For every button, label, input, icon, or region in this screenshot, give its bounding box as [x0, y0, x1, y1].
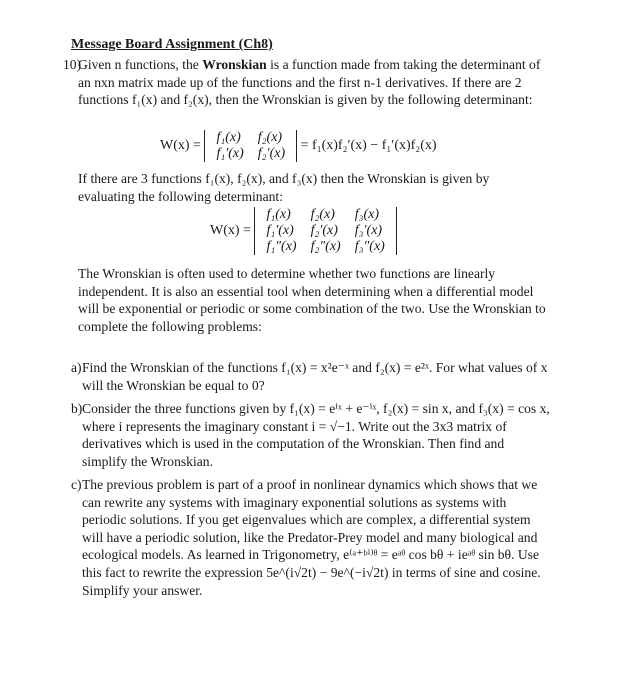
- part-a-text: Find the Wronskian of the functions f₁(x) = x²e⁻ˣ and f₂(x) = e²ˣ. For what values of x will the Wronskian be equal to 0?: [82, 360, 548, 393]
- matrix-cell: f₁′(x): [266, 223, 294, 238]
- part-c-label: c): [71, 477, 82, 492]
- formula2-lhs: W(x) =: [160, 138, 201, 154]
- three-function-wronskian-formula: [210, 207, 397, 255]
- question-number: 10): [63, 57, 82, 72]
- formula2-matrix: [204, 130, 297, 162]
- matrix-cell: f₂″(x): [310, 239, 341, 254]
- matrix-cell: f₃′(x): [354, 223, 383, 238]
- matrix-cell: f₂′(x): [257, 146, 286, 161]
- wronskian-usage-paragraph: The Wronskian is often used to determine whether two functions are linearly independent. It is also an essential tool when determining when a differential model will be exponential or periodic or some combination of the two. Use the Wronskian to complete the following problems:: [78, 266, 546, 334]
- part-b-label: b): [71, 401, 83, 416]
- matrix-cell: f₂(x): [310, 207, 335, 222]
- three-function-intro: If there are 3 functions f₁(x), f₂(x), and f₃(x) then the Wronskian is given by evaluating the following determinant:: [78, 171, 490, 204]
- matrix-cell: f₃″(x): [354, 239, 385, 254]
- intro-text-post: is a function made from taking the determinant of an nxn matrix made up of the functions and the first n-1 derivatives. If there are 2 functions f₁(x) and f₂(x), then the Wronskian is given by the following determinant:: [78, 57, 541, 108]
- assignment-title: Message Board Assignment (Ch8): [71, 37, 273, 52]
- matrix-cell: f₁′(x): [216, 146, 244, 161]
- matrix-cell: f₁(x): [216, 130, 241, 145]
- part-a-label: a): [71, 360, 82, 375]
- intro-text-pre: Given n functions, the: [78, 57, 203, 72]
- matrix-cell: f₁″(x): [266, 239, 297, 254]
- two-function-wronskian-formula: [160, 130, 437, 162]
- matrix-cell: f₂′(x): [310, 223, 338, 238]
- matrix-cell: f₁(x): [266, 207, 291, 222]
- part-c-text: The previous problem is part of a proof in nonlinear dynamics which shows that we can rewrite any systems with imaginary exponential solutions as systems with periodic solutions. If you get eigenvalues which are complex, a differential system will have a periodic solution, like the Predator-Prey model and many biological and ecological models. As learned in Trigonometry, e⁽ᵃ⁺ᵇⁱ⁾ᶿ = eᵃᶿ cos bθ + ieᵃᶿ sin bθ. Use this fact to rewrite the expression 5e^(i√2t) − 9e^(−i√2t) in terms of sine and cosine. Simplify your answer.: [82, 477, 541, 598]
- matrix-cell: f₂(x): [257, 130, 283, 145]
- matrix-cell: f₃(x): [354, 207, 380, 222]
- wronskian-term: Wronskian: [202, 57, 267, 72]
- formula2-rhs: = f₁(x)f₂′(x) − f₁′(x)f₂(x): [300, 138, 437, 154]
- part-b-text: Consider the three functions given by f₁(x) = eⁱˣ + e⁻ⁱˣ, f₂(x) = sin x, and f₃(x) = cos x, where i represents the imaginary constant i = √−1. Write out the 3x3 matrix of derivatives which is used in the computation of the Wronskian. Then find and simplify the Wronskian.: [82, 401, 550, 469]
- question-intro: [78, 56, 548, 109]
- formula3-lhs: W(x) =: [210, 223, 251, 239]
- formula3-matrix: [254, 207, 396, 255]
